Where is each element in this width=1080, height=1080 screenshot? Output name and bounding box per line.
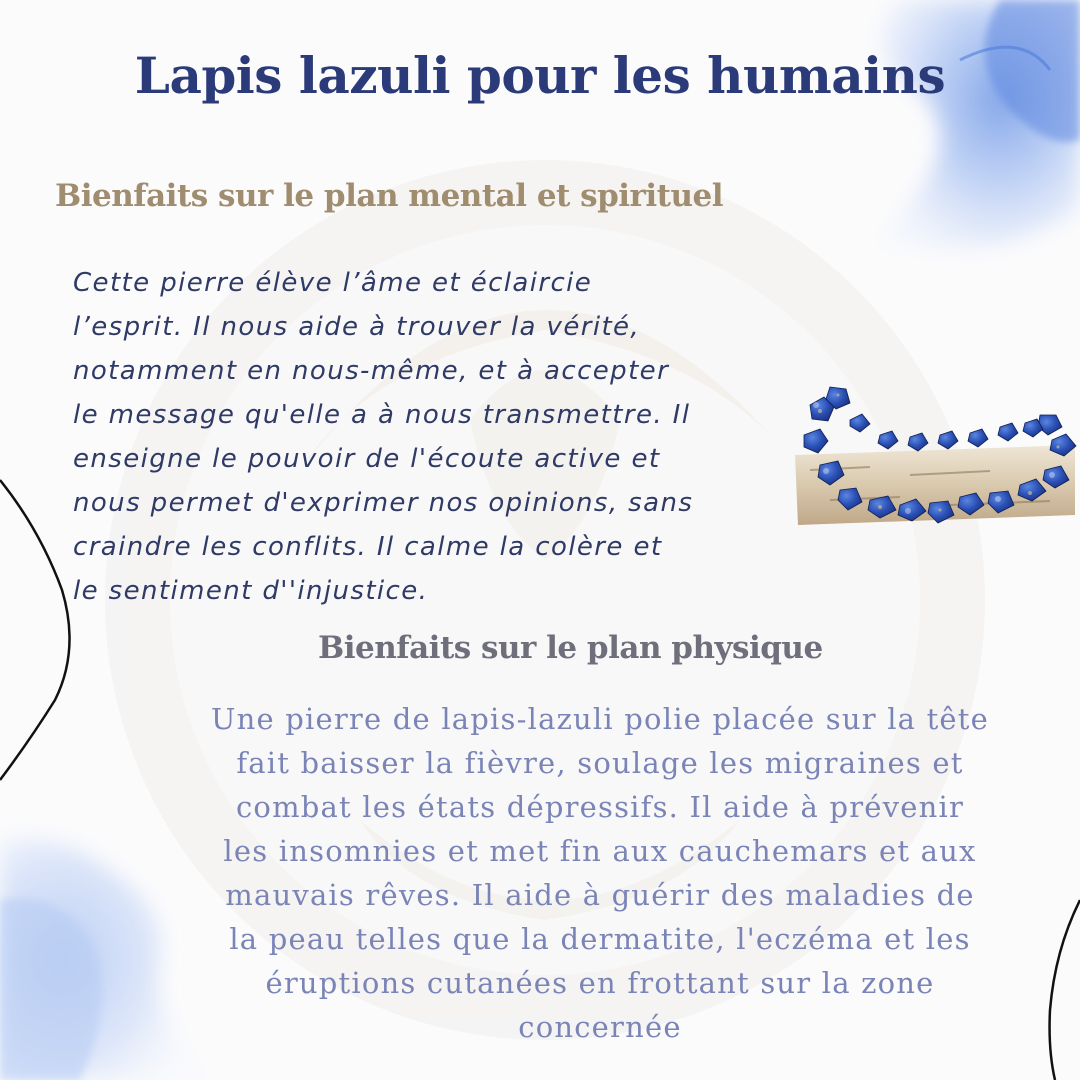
line-art-left [0,480,70,780]
physical-line: Une pierre de lapis-lazuli polie placée sur la tête [210,702,990,736]
heading-physical: Bienfaits sur le plan physique [318,630,823,666]
mental-line: Cette pierre élève l’âme et éclaircie [73,268,593,298]
watercolor-top-right [880,0,1080,248]
mental-line: nous permet d'exprimer nos opinions, sans [73,488,694,518]
page-title: Lapis lazuli pour les humains [134,46,946,105]
mental-line: notamment en nous-même, et à accepter [73,356,670,386]
lapis-bracelet-image [790,375,1080,550]
mental-line: le sentiment d''injustice. [73,576,429,606]
mental-line: le message qu'elle a à nous transmettre. Il [73,400,691,430]
mental-description [73,261,793,613]
mental-line: enseigne le pouvoir de l'écoute active et [73,444,661,474]
physical-line: combat les états dépressifs. Il aide à prévenir [235,790,965,824]
physical-line: éruptions cutanées en frottant sur la zone [265,966,935,1000]
physical-line: mauvais rêves. Il aide à guérir des maladies de [225,878,975,912]
physical-line: les insomnies et met fin aux cauchemars et aux [223,834,977,868]
physical-line: la peau telles que la dermatite, l'eczéma et les [229,922,971,956]
mental-line: l’esprit. Il nous aide à trouver la vérité, [73,312,641,342]
physical-description [130,697,1070,1049]
physical-line: fait baisser la fièvre, soulage les migraines et [236,746,964,780]
heading-mental-spiritual: Bienfaits sur le plan mental et spirituel [55,178,724,214]
mental-line: craindre les conflits. Il calme la colère et [73,532,663,562]
physical-line: concernée [518,1010,682,1044]
